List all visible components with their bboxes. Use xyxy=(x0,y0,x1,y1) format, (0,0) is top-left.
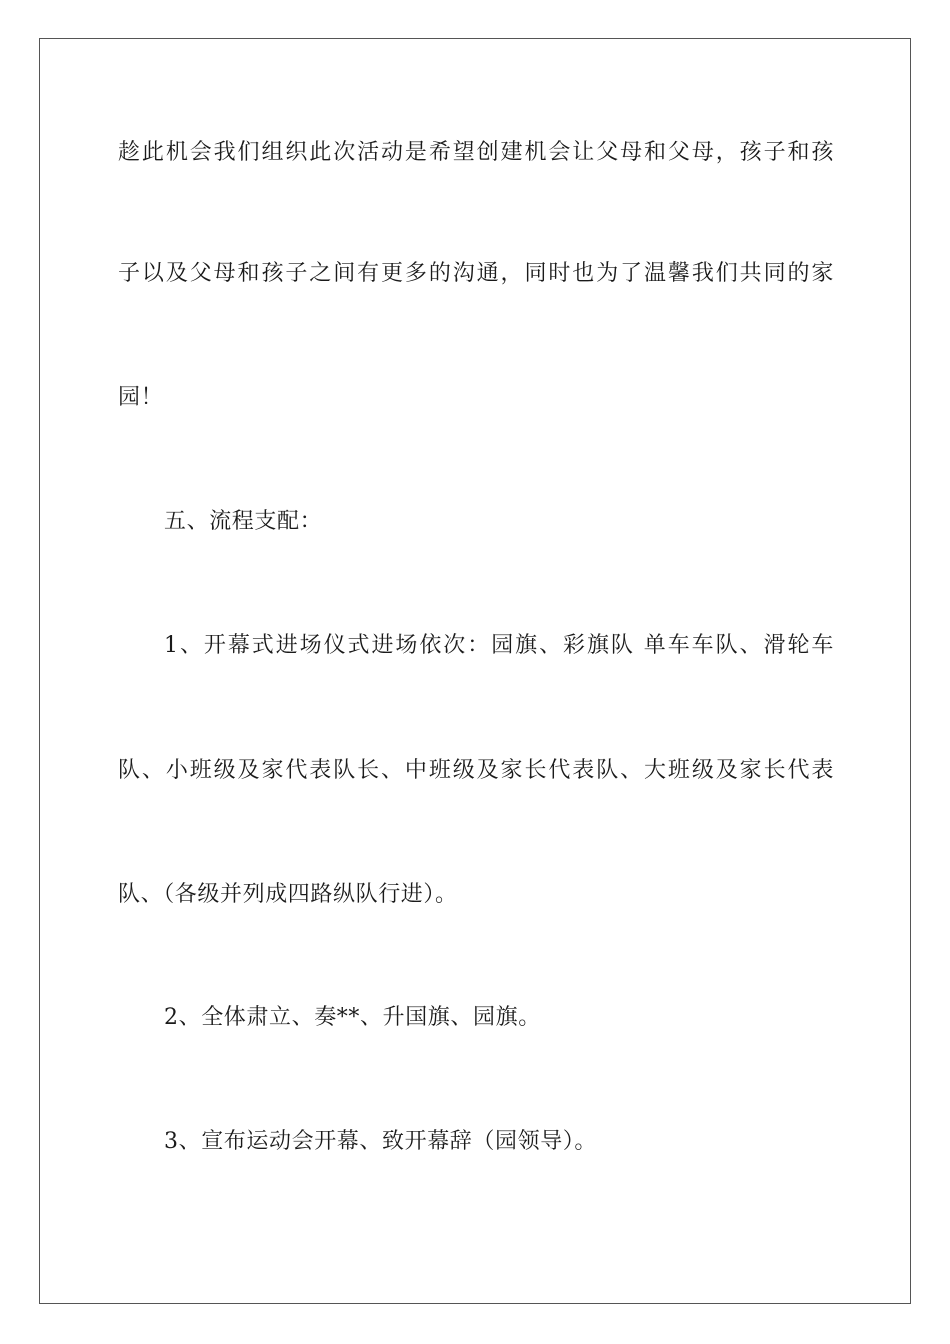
list-item-1-line-2: 队、小班级及家代表队长、中班级及家长代表队、大班级及家长代表 xyxy=(118,758,834,783)
list-item-1-line-1: 1、开幕式进场仪式进场依次：园旗、彩旗队 单车车队、滑轮车 xyxy=(164,633,834,658)
page-border xyxy=(39,38,911,1304)
paragraph-line-2: 子以及父母和孩子之间有更多的沟通，同时也为了温馨我们共同的家 xyxy=(118,261,834,286)
list-item-3: 3、宣布运动会开幕、致开幕辞（园领导）。 xyxy=(164,1129,597,1154)
paragraph-line-1: 趁此机会我们组织此次活动是希望创建机会让父母和父母，孩子和孩 xyxy=(118,140,834,165)
list-item-2: 2、全体肃立、奏**、升国旗、园旗。 xyxy=(164,1005,541,1030)
section-heading: 五、流程支配： xyxy=(164,509,323,534)
list-item-1-line-3: 队、（各级并列成四路纵队行进）。 xyxy=(118,882,458,907)
paragraph-line-3: 园！ xyxy=(118,385,164,410)
